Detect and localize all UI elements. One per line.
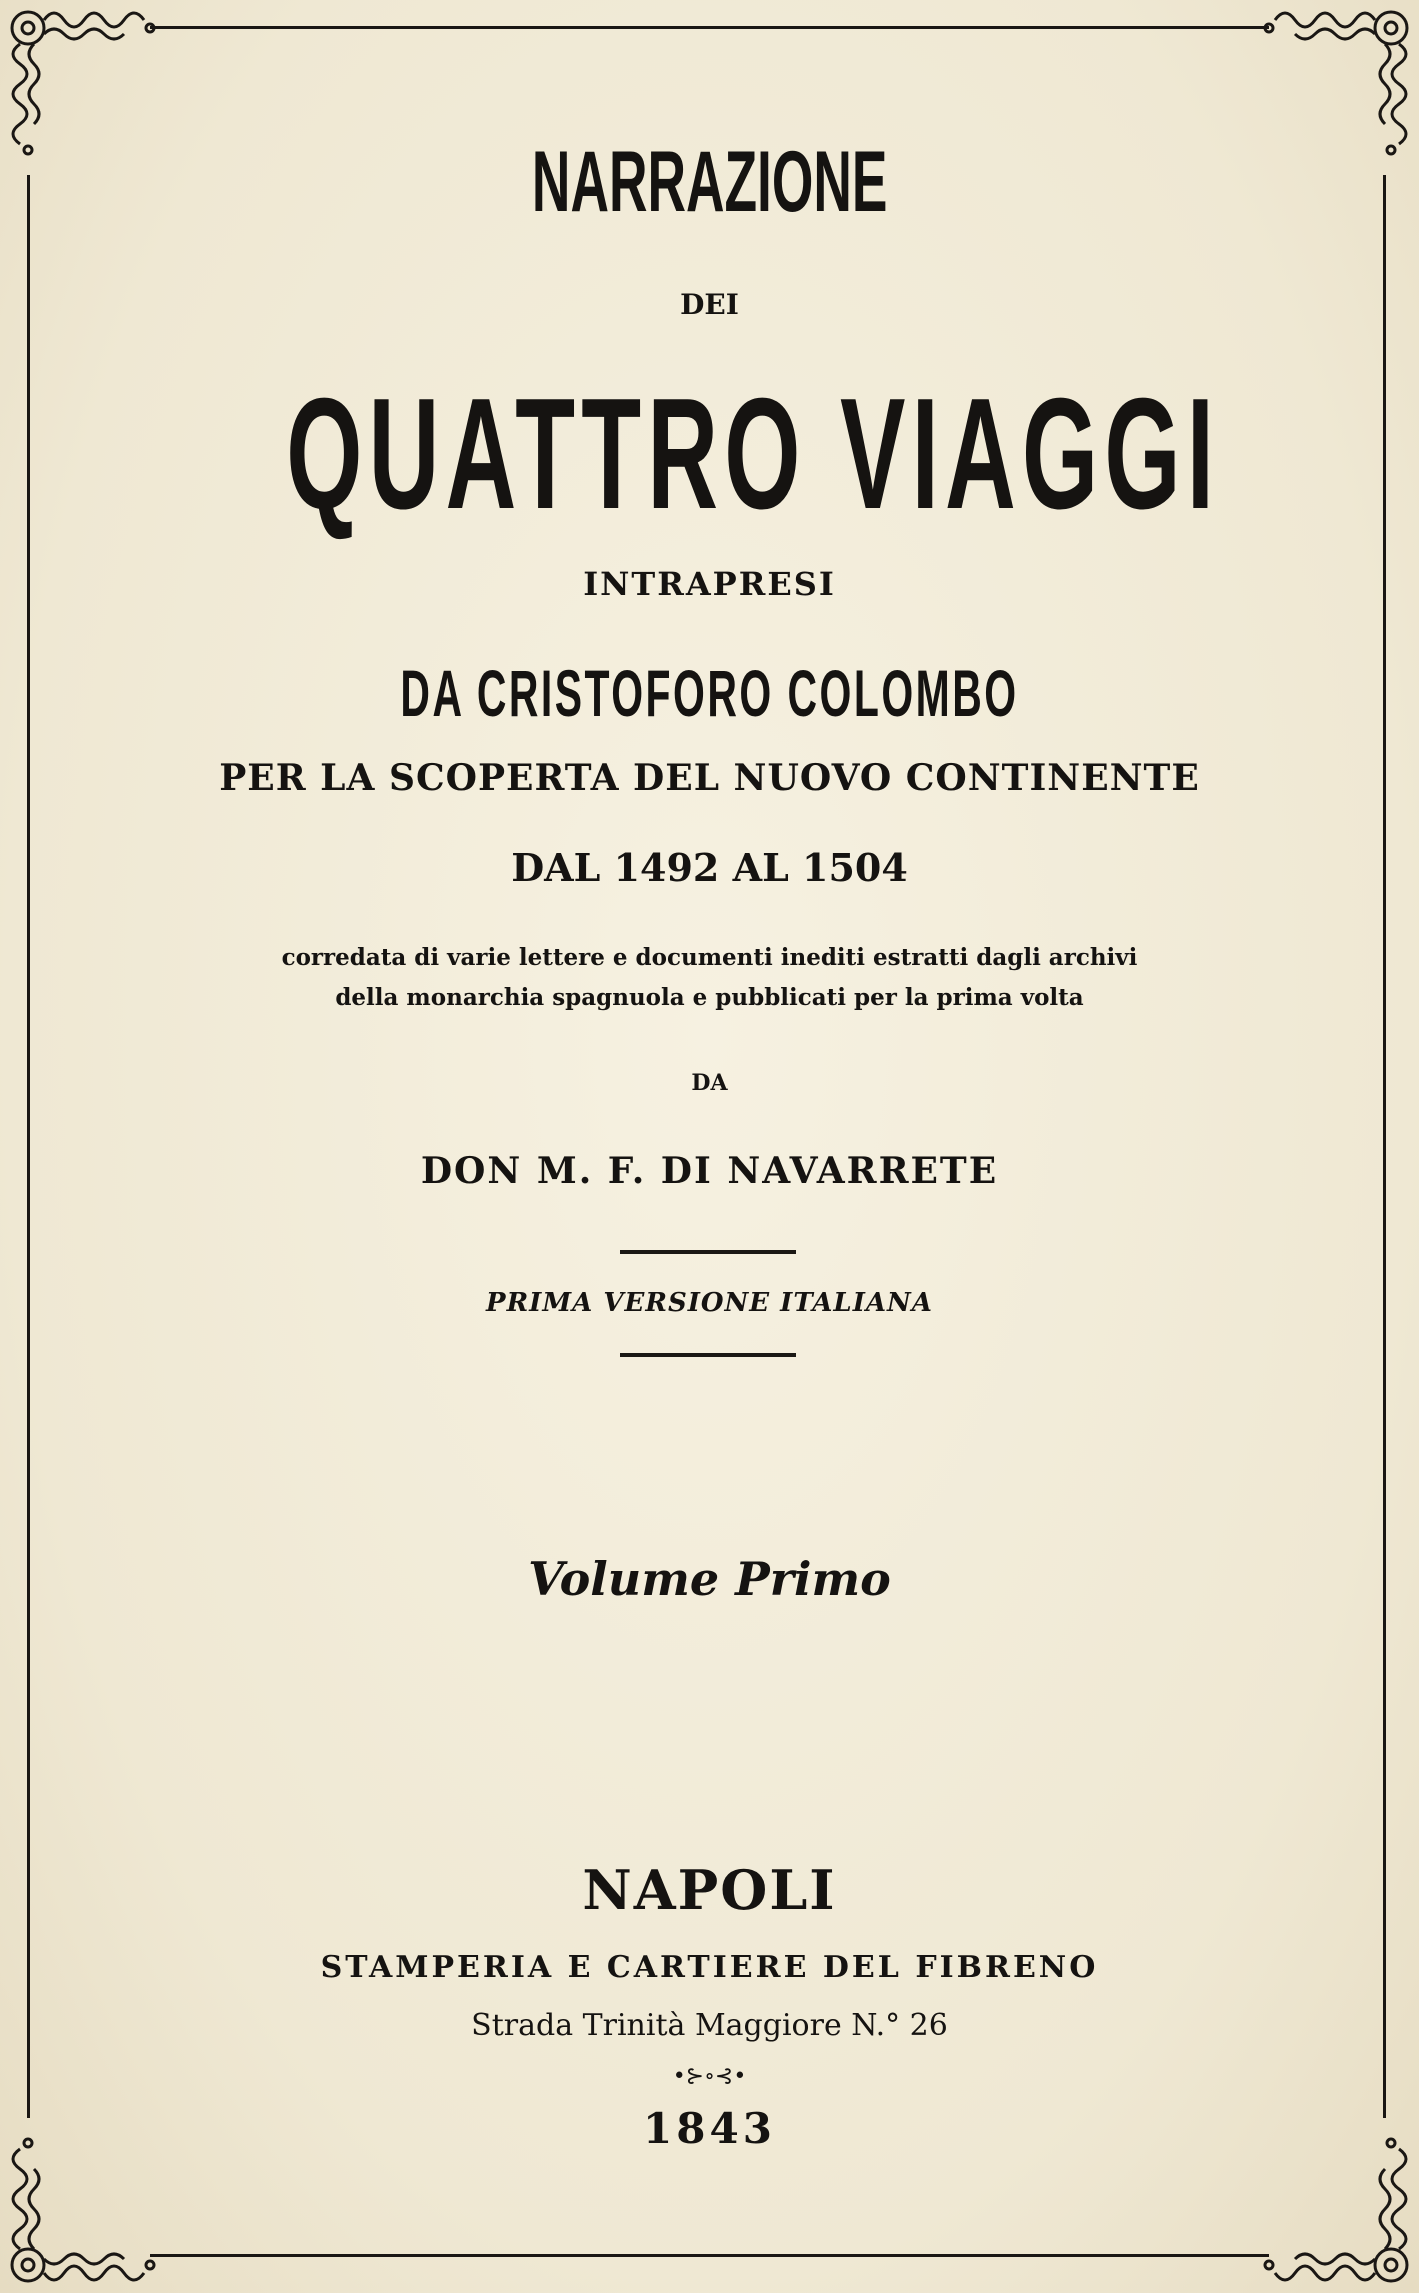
title-date-range: DAL 1492 AL 1504	[511, 845, 908, 890]
imprint-press: STAMPERIA E CARTIERE DEL FIBRENO	[320, 1950, 1099, 1985]
by-label: DA	[691, 1070, 728, 1096]
imprint-street: Strada Trinità Maggiore N.° 26	[471, 2008, 948, 2043]
volume-label: Volume Primo	[528, 1552, 891, 1606]
title-intrapresi: INTRAPRESI	[583, 565, 836, 603]
title-per-la-scoperta: PER LA SCOPERTA DEL NUOVO CONTINENTE	[219, 757, 1200, 799]
title-narrazione: NARRAZIONE	[531, 134, 888, 230]
edition-label: PRIMA VERSIONE ITALIANA	[486, 1288, 933, 1318]
title-quattro-viaggi: QUATTRO VIAGGI	[286, 366, 1221, 542]
subtitle-line-1: corredata di varie lettere e documenti inediti estratti dagli archivi	[281, 944, 1138, 971]
imprint-ornament-icon: •⊱∘⊰•	[672, 2064, 747, 2089]
author-name: DON M. F. DI NAVARRETE	[420, 1150, 999, 1192]
imprint-city: NAPOLI	[582, 1858, 837, 1922]
divider-rule	[620, 1353, 796, 1357]
subtitle-line-2: della monarchia spagnuola e pubblicati per la prima volta	[335, 984, 1084, 1011]
divider-rule	[620, 1250, 796, 1254]
border-top	[150, 26, 1269, 29]
border-bottom	[150, 2254, 1269, 2257]
title-dei: DEI	[680, 288, 739, 321]
imprint-year: 1843	[643, 2104, 776, 2153]
title-da-cristoforo-colombo: DA CRISTOFORO COLOMBO	[400, 656, 1019, 730]
